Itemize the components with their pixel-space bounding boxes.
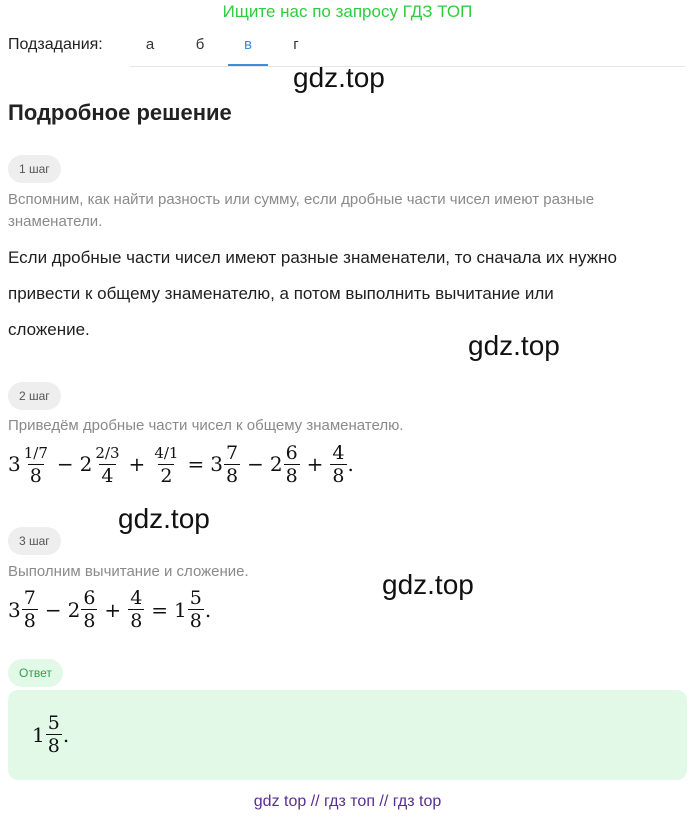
equals: = [151,597,169,622]
step-1-text-line: сложение. [8,320,90,339]
whole: 3 [8,597,21,622]
step-2-hint: Приведём дробные части чисел к общему знаменателю. [8,417,404,434]
operator: − [44,597,62,622]
step-2-equation [8,441,354,487]
tab-g[interactable]: г [293,36,299,53]
whole: 3 [8,452,21,476]
watermark: gdz.top [118,503,210,534]
fraction: $\frac{4}{8}$ [332,441,345,487]
fraction: $\frac{1/7}{8}$ [23,444,48,487]
fraction: $\frac{5}{8}$ [189,587,202,632]
solution-heading: Подробное решение [8,100,232,125]
step-3-badge: 3 шаг [8,527,61,555]
step-1-text-line: привести к общему знаменателю, а потом выполнить вычитание или [8,284,554,303]
period: . [62,722,70,747]
step-3-hint: Выполним вычитание и сложение. [8,563,249,580]
whole: 2 [79,452,93,476]
whole: 1 [174,597,187,622]
period: . [347,452,354,476]
footer-links[interactable]: gdz top // гдз топ // гдз top [253,793,442,810]
answer-box [8,690,687,780]
step-1-hint: Вспомним, как найти разность или сумму, если дробные части чисел имеют разные знаменатели. [8,191,595,230]
tab-a[interactable]: а [145,36,155,53]
operator: − [56,452,74,476]
subtask-tabs [130,30,685,67]
answer-equation [32,712,69,757]
tab-v-active[interactable]: в [228,30,268,66]
step-1-text [8,240,688,348]
fraction: $\frac{7}{8}$ [225,441,239,487]
watermark: gdz.top [468,330,560,361]
subtasks-label: Подзадания: [8,36,103,53]
whole: 1 [32,722,45,747]
step-3-equation [8,587,211,632]
top-banner[interactable]: Ищите нас по запросу ГДЗ ТОП [222,2,473,21]
fraction: $\frac{4/1}{2}$ [154,444,179,487]
fraction: $\frac{2/3}{4}$ [95,444,120,487]
fraction: $\frac{5}{8}$ [47,712,60,757]
answer-badge: Ответ [8,659,63,687]
whole: 2 [269,452,283,476]
watermark: gdz.top [293,62,385,93]
period: . [204,597,212,622]
tab-b[interactable]: б [195,36,205,53]
operator: + [128,452,146,476]
operator: − [247,452,264,476]
fraction: $\frac{6}{8}$ [285,441,298,487]
equals: = [187,452,205,476]
fraction: $\frac{7}{8}$ [23,587,36,632]
whole: 2 [67,597,81,622]
operator: + [104,597,122,622]
step-1-text-line: Если дробные части чисел имеют разные знаменатели, то сначала их нужно [8,248,617,267]
fraction: $\frac{6}{8}$ [83,587,96,632]
whole: 3 [210,452,223,476]
operator: + [306,452,324,476]
fraction: $\frac{4}{8}$ [130,587,143,632]
watermark: gdz.top [382,569,474,600]
step-1-badge: 1 шаг [8,155,61,183]
step-2-badge: 2 шаг [8,382,61,410]
